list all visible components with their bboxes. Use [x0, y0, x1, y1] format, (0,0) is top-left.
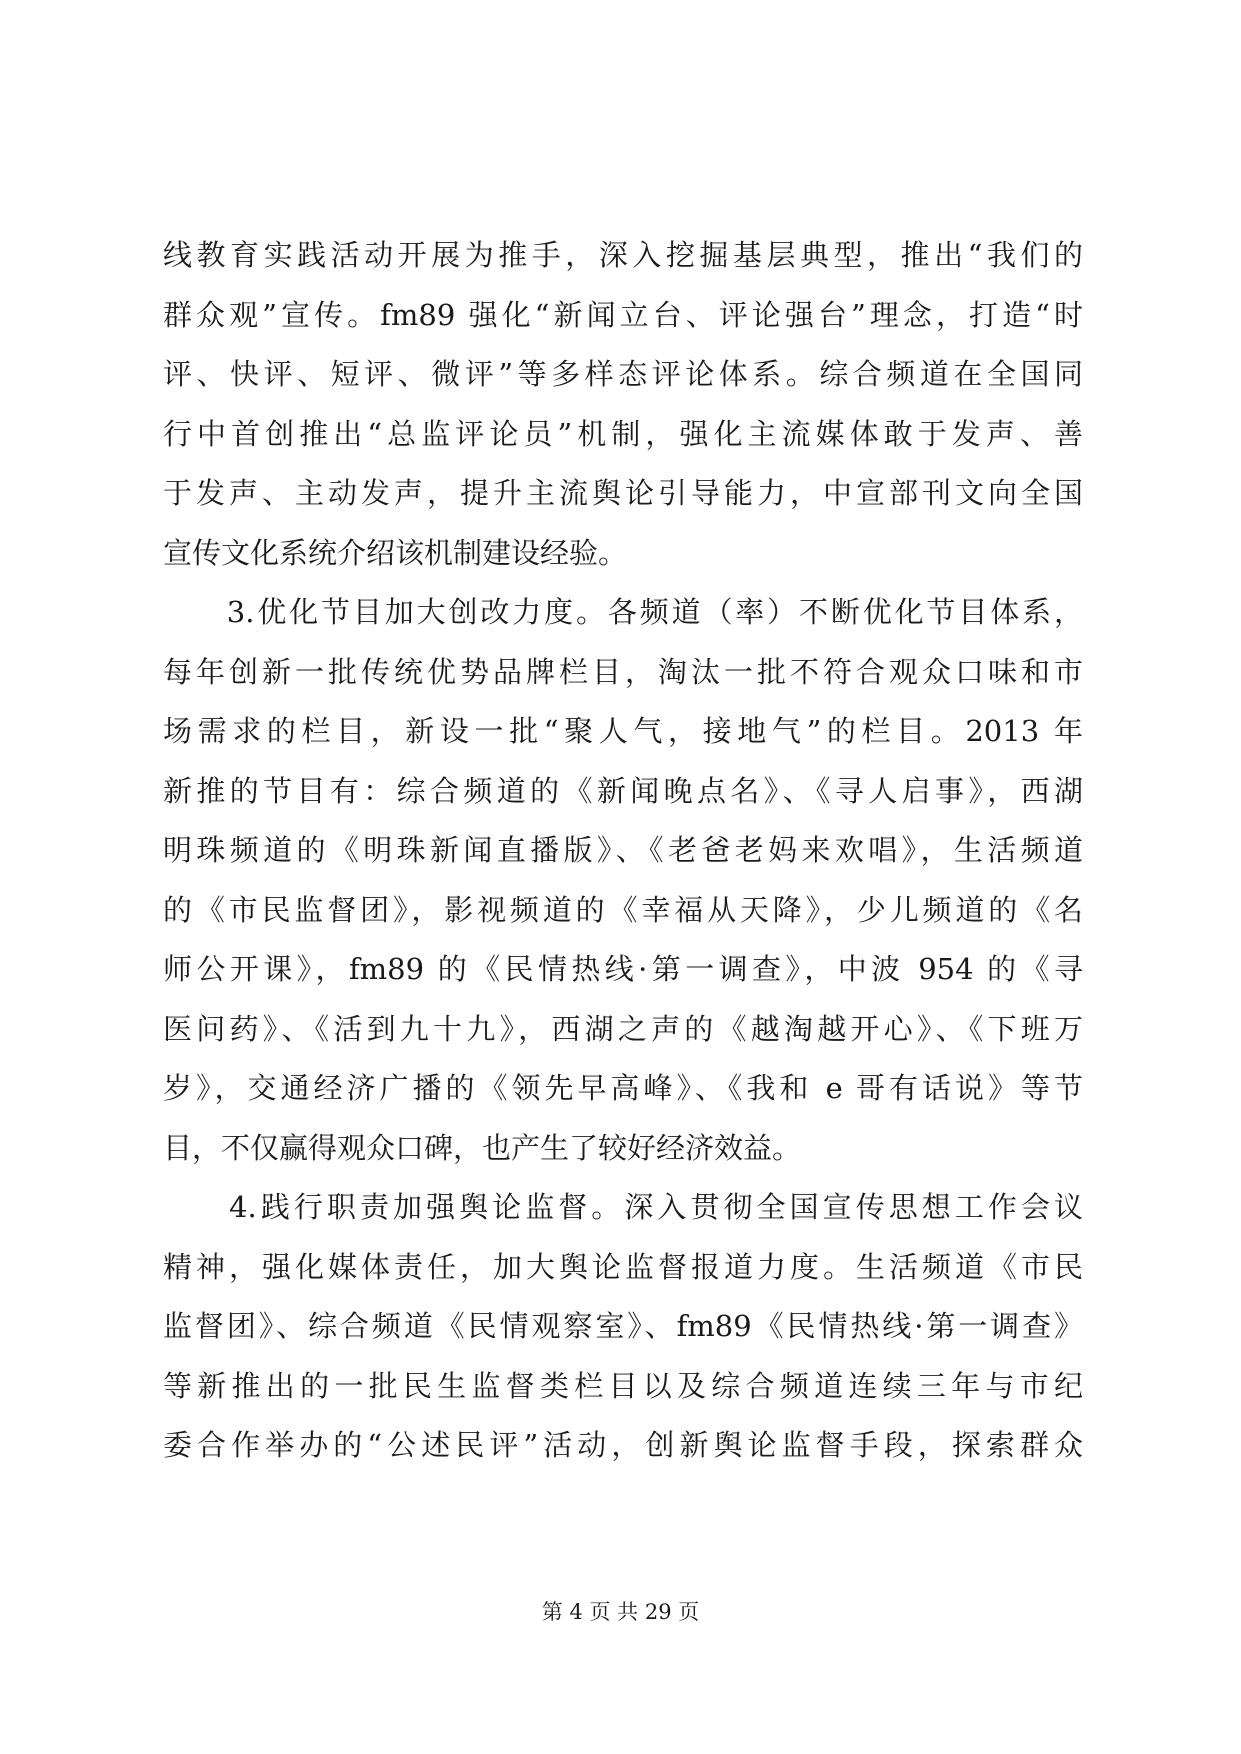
text-line: 精神，强化媒体责任，加大舆论监督报道力度。生活频道《市民	[163, 1249, 1083, 1284]
text-line: 目，不仅赢得观众口碑，也产生了较好经济效益。	[163, 1130, 802, 1165]
body-text	[163, 226, 1083, 1476]
text-line: 每年创新一批传统优势品牌栏目，淘汰一批不符合观众口味和市	[163, 654, 1083, 689]
text-line: 师公开课》，fm89 的《民情热线·第一调查》，中波 954 的《寻	[163, 952, 1083, 986]
text-line: 线教育实践活动开展为推手，深入挖掘基层典型，推出“我们的	[163, 238, 1083, 272]
text-line: 新推的节目有：综合频道的《新闻晚点名》、《寻人启事》，西湖	[163, 773, 1083, 808]
text-line: 明珠频道的《明珠新闻直播版》、《老爸老妈来欢唱》，生活频道	[163, 833, 1083, 867]
page-number-footer: 第 4 页 共 29 页	[541, 1600, 700, 1624]
text-line: 4.践行职责加强舆论监督。深入贯彻全国宣传思想工作会议	[163, 1190, 1083, 1224]
text-line: 宣传文化系统介绍该机制建设经验。	[163, 535, 628, 570]
text-line: 场需求的栏目，新设一批“聚人气，接地气”的栏目。2013 年	[163, 714, 1083, 748]
text-line: 于发声、主动发声，提升主流舆论引导能力，中宣部刊文向全国	[163, 476, 1083, 510]
text-line: 岁》，交通经济广播的《领先早高峰》、《我和 e 哥有话说》等节	[163, 1071, 1083, 1105]
text-line: 委合作举办的“公述民评”活动，创新舆论监督手段，探索群众	[163, 1428, 1083, 1462]
text-line: 3.优化节目加大创改力度。各频道（率）不断优化节目体系，	[163, 595, 1083, 629]
text-line: 等新推出的一批民生监督类栏目以及综合频道连续三年与市纪	[163, 1368, 1083, 1403]
text-line: 评、快评、短评、微评”等多样态评论体系。综合频道在全国同	[163, 357, 1083, 391]
text-line: 群众观”宣传。fm89 强化“新闻立台、评论强台”理念，打造“时	[163, 297, 1083, 332]
text-line: 监督团》、综合频道《民情观察室》、fm89《民情热线·第一调查》	[163, 1309, 1083, 1343]
text-line: 的《市民监督团》，影视频道的《幸福从天降》，少儿频道的《名	[163, 892, 1083, 927]
text-line: 医问药》、《活到九十九》，西湖之声的《越淘越开心》、《下班万	[163, 1011, 1083, 1046]
text-line: 行中首创推出“总监评论员”机制，强化主流媒体敢于发声、善	[163, 416, 1083, 451]
